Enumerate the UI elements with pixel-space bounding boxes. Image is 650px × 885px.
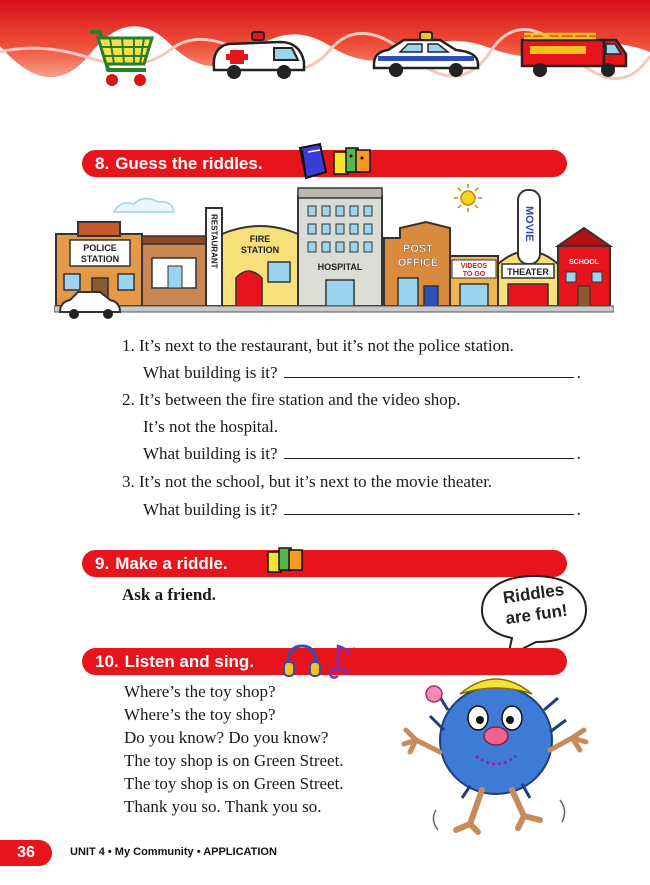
- riddle-2-number: 2.: [122, 390, 135, 409]
- section-10-number: 10.: [95, 652, 119, 671]
- section-10-title: [95, 648, 254, 675]
- police-station-sign-line1: POLICE: [83, 243, 117, 253]
- movie-theater-building: [498, 190, 558, 306]
- headphones-icon: [282, 640, 322, 680]
- riddle-3-question-line: What building is it? .: [143, 500, 581, 519]
- riddle-3-line1: [122, 468, 492, 495]
- song-line-6: Thank you so. Thank you so.: [124, 797, 322, 816]
- music-note-icon: [324, 640, 360, 682]
- town-street-illustration: [54, 182, 614, 322]
- school-sign: SCHOOL: [569, 259, 599, 266]
- ambulance-icon: [208, 28, 308, 82]
- section-9-number: 9.: [95, 554, 110, 573]
- riddle-3-question: What building is it?: [143, 500, 278, 519]
- footer-unit-label: UNIT 4 • My Community • APPLICATION: [70, 846, 277, 858]
- riddle-1-line1: [122, 332, 514, 359]
- fire-station-sign-line2: STATION: [240, 245, 280, 255]
- thinking-faces-icon: [266, 546, 304, 578]
- hospital-sign: HOSPITAL: [317, 262, 363, 272]
- song-line-1: Where’s the toy shop?: [124, 682, 276, 701]
- furry-monster-character: [400, 660, 590, 840]
- riddle-2-answer-blank[interactable]: [284, 443, 574, 459]
- riddle-2-text: It’s between the fire station and the video shop.: [139, 390, 461, 409]
- post-office-sign-line1: POST: [403, 243, 433, 255]
- riddle-2-extra-line: It’s not the hospital.: [143, 417, 279, 436]
- song-line-3: Do you know? Do you know?: [124, 728, 329, 747]
- video-shop-sign-line2: TO GO: [462, 271, 486, 278]
- book-icon: [296, 142, 330, 180]
- restaurant-building: [142, 208, 222, 306]
- theater-sign: THEATER: [507, 267, 549, 277]
- thinking-faces-icon: [332, 146, 372, 180]
- riddle-1-question-line: What building is it? .: [143, 363, 581, 382]
- restaurant-sign: RESTAURANT: [209, 214, 219, 269]
- section-9-title: [95, 550, 228, 577]
- riddle-3-number: 3.: [122, 472, 135, 491]
- fire-station-building: [222, 226, 298, 306]
- sun-icon: [454, 184, 482, 212]
- riddle-2-line1: [122, 386, 461, 413]
- movie-sign: MOVIE: [523, 206, 535, 242]
- fire-station-sign-line1: FIRE: [249, 234, 271, 244]
- section-9-label: Make a riddle.: [115, 554, 228, 573]
- police-station-sign-line2: STATION: [80, 254, 120, 264]
- section-10-label: Listen and sing.: [124, 652, 255, 671]
- post-office-sign-line2: OFFICE: [397, 257, 439, 269]
- song-line-2: Where’s the toy shop?: [124, 705, 276, 724]
- section-8-label: Guess the riddles.: [115, 154, 263, 173]
- riddle-1-answer-blank[interactable]: [284, 362, 574, 378]
- song-line-5: The toy shop is on Green Street.: [124, 774, 344, 793]
- video-shop-building: [450, 256, 498, 306]
- police-car-icon: [370, 30, 482, 78]
- riddle-3-text: It’s not the school, but it’s next to the movie theater.: [139, 472, 493, 491]
- video-shop-sign-line1: VIDEOS: [460, 263, 488, 270]
- riddle-2-question-line: What building is it? .: [143, 444, 581, 463]
- ask-a-friend-text: Ask a friend.: [122, 585, 216, 604]
- fire-truck-icon: [516, 24, 630, 80]
- riddle-1-question: What building is it?: [143, 363, 278, 382]
- school-building: [558, 228, 610, 306]
- riddle-3-answer-blank[interactable]: [284, 499, 574, 515]
- section-8-number: 8.: [95, 154, 110, 173]
- page-number: 36: [0, 840, 52, 866]
- speech-bubble-line2: are fun!: [504, 600, 569, 629]
- section-8-title: [95, 150, 263, 177]
- hospital-building: [298, 188, 382, 306]
- riddle-1-text: It’s next to the restaurant, but it’s not the police station.: [139, 336, 514, 355]
- song-line-4: The toy shop is on Green Street.: [124, 751, 344, 770]
- speech-bubble-line1: Riddles: [501, 579, 566, 608]
- post-office-building: [384, 222, 450, 306]
- riddle-1-number: 1.: [122, 336, 135, 355]
- riddle-2-question: What building is it?: [143, 444, 278, 463]
- shopping-cart-icon: [86, 26, 160, 92]
